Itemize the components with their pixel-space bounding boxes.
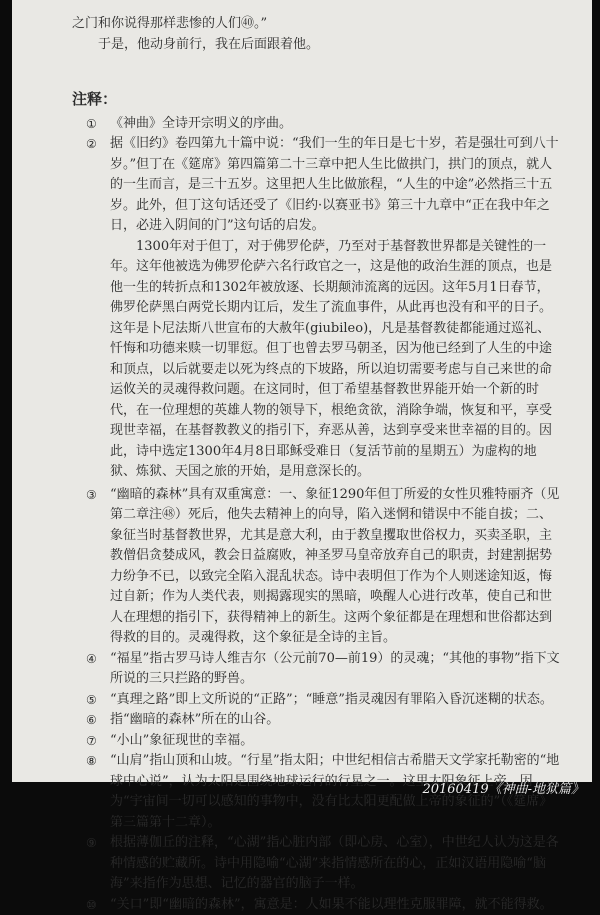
note-1 xyxy=(72,114,562,135)
note-text: 据《旧约》卷四第九十篇中说：“我们一生的年日是七十岁，若是强壮可到八十岁。”但丁在《筵席》第四篇第二十三章中把人生比做拱门，拱门的顶点，就人的一生而言，是三十五岁。这里把人生比做旅程，“人生的中途”必然指三十五岁。此外，但丁这句话还受了《旧约·以赛亚书》第三十九章中“正在我中年之日，必进入阴间的门”这句话的启发。 xyxy=(110,134,562,237)
text-line: 之门和你说得那样悲惨的人们㊵。” xyxy=(72,14,562,35)
note-2 xyxy=(72,134,562,483)
photo-caption: 20160419《神曲-地狱篇》 xyxy=(422,778,584,797)
note-text: 《神曲》全诗开宗明义的序曲。 xyxy=(110,114,562,135)
note-7 xyxy=(72,731,562,752)
note-6 xyxy=(72,710,562,731)
note-number: ③ xyxy=(86,485,97,506)
note-text: “幽暗的森林”具有双重寓意：一、象征1290年但丁所爱的女性贝雅特丽齐（见第二章注㊽）死后，他失去精神上的向导，陷入迷惘和错误中不能自拔；二、象征当时基督教世界，尤其是意大利，由于教皇攫取世俗权力，买卖圣职，主教僧侣贪婪成风，教会日益腐败，神圣罗马皇帝放弃自己的职责，封建割据势力纷争不已，以致完全陷入混乱状态。诗中表明但丁作为个人则迷途知返，悔过自新；作为人类代表，则揭露现实的黑暗，唤醒人心进行改革，使自己和世人在理想的指引下，获得精神上的新生。这两个象征都是在理想和世俗都达到得救的目的。灵魂得救，这个象征是全诗的主旨。 xyxy=(110,485,562,649)
note-number: ④ xyxy=(86,649,97,670)
note-text: “福星”指古罗马诗人维吉尔（公元前70—前19）的灵魂；“其他的事物”指下文所说的三只拦路的野兽。 xyxy=(110,649,562,690)
notes-heading: 注释： xyxy=(72,89,562,110)
note-text: “真理之路”即上文所说的“正路”；“睡意”指灵魂因有罪陷入昏沉迷糊的状态。 xyxy=(110,690,562,711)
note-number: ① xyxy=(86,114,97,135)
note-text: 根据薄伽丘的注释，“心湖”指心脏内部（即心房、心室），中世纪人认为这是各种情感的贮藏所。诗中用隐喻“心湖”来指情感所在的心，正如汉语用隐喻“脑海”来指作为思想、记忆的器官的脑子一样。 xyxy=(110,833,562,895)
note-4 xyxy=(72,649,562,690)
note-number: ⑨ xyxy=(86,833,97,854)
note-text: 1300年对于但丁，对于佛罗伦萨，乃至对于基督教世界都是关键性的一年。这年他被选为佛罗伦萨六名行政官之一，这是他的政治生涯的顶点，也是他一生的转折点和1302年被放逐、长期颠沛流离的远因。这年5月1日春节，佛罗伦萨黑白两党长期内讧后，发生了流血事件，从此再也没有和平的日子。这年是卜尼法斯八世宣布的大赦年(giubileo)，凡是基督教徒都能通过巡礼、忏悔和功德来赎一切罪愆。但丁也曾去罗马朝圣，因为他已经到了人生的中途和顶点，以后就要走以死为终点的下坡路，所以迫切需要考虑与自己来世的命运攸关的灵魂得救问题。在这同时，但丁希望基督教世界能开始一个新的时代，在一位理想的英雄人物的领导下，根绝贪欲，消除争端，恢复和平，享受现世幸福，在基督教教义的指引下，弃恶从善，达到享受来世幸福的目的。因此，诗中选定1300年4月8日耶稣受难日（复活节前的星期五）为虚构的地狱、炼狱、天国之旅的开始，是用意深长的。 xyxy=(110,237,562,483)
note-number: ⑧ xyxy=(86,751,97,772)
note-text: “山肩”指山顶和山坡。“行星”指太阳；中世纪相信古希腊天文学家托勒密的“地球中心说”，认为太阳是围绕地球运行的行星之一。这里太阳象征上帝，因为“宇宙间一切可以感知的事物中，没有比太阳更配做上帝的象征的”（《筵席》第三篇第十二章）。 xyxy=(110,751,562,833)
note-number: ⑥ xyxy=(86,710,97,731)
note-text: 指“幽暗的森林”所在的山谷。 xyxy=(110,710,562,731)
note-number: ⑤ xyxy=(86,690,97,711)
text-line: 于是，他动身前行，我在后面跟着他。 xyxy=(72,35,562,56)
book-page xyxy=(12,0,592,782)
note-number: ⑦ xyxy=(86,731,97,752)
note-9 xyxy=(72,833,562,895)
note-text: “关口”即“幽暗的森林”，寓意是：人如果不能以理性克服罪障，就不能得救。 xyxy=(110,895,562,915)
note-number: ⑩ xyxy=(86,895,97,915)
note-5 xyxy=(72,690,562,711)
note-text: “小山”象征现世的幸福。 xyxy=(110,731,562,752)
note-number: ② xyxy=(86,134,97,155)
note-10 xyxy=(72,895,562,915)
note-3 xyxy=(72,485,562,649)
